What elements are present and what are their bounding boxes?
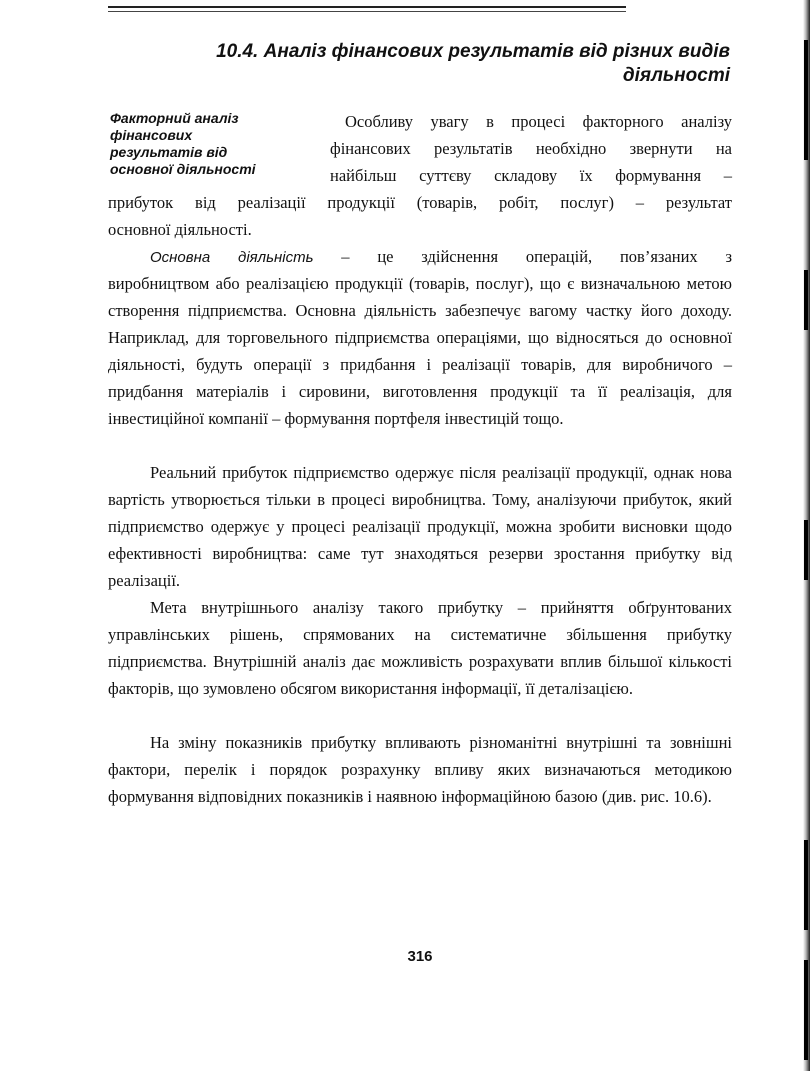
header-rule-thin [108, 11, 626, 12]
edge-mark [804, 520, 808, 580]
margin-note-line: Факторний аналіз [110, 110, 239, 126]
paragraph-1-line: фінансових результатів необхідно звернути на [330, 139, 732, 158]
edge-mark [804, 840, 808, 930]
paragraph-2: виробництвом або реалізацією продукції (товарів, послуг), що є визначальною метою створення підприємства. Основна діяльність забезпечує вагому частку його доходу. Наприклад, для торговельного підприємства операціями, що відносяться до основної діяльності, будуть операції з придбання і реалізації товарів, для виробничого – придбання матеріалів і сировини, виготовлення продукції та її реалізація, для інвестиційної компанії – формування портфеля інвестицій тощо. [108, 274, 732, 428]
margin-note-line: результатів від [110, 144, 228, 160]
page-number: 316 [407, 948, 433, 965]
paragraph-1-line: найбільш суттєву складову їх формування – [330, 166, 732, 185]
paragraph-1-line: Особливу увагу в процесі факторного аналізу [345, 112, 732, 131]
edge-mark [804, 40, 808, 160]
margin-note [110, 110, 315, 178]
paragraph-1-line: прибуток від реалізації продукції (товарів, робіт, послуг) – результат [108, 193, 732, 212]
paragraph-1-line: основної діяльності. [108, 220, 252, 239]
paragraph-5: На зміну показників прибутку впливають різноманітні внутрішні та зовнішні фактори, перелік і порядок розрахунку впливу яких визначаються методикою формування відповідних показників і наявною інформаційною базою (див. рис. 10.6). [108, 733, 732, 806]
section-heading [200, 40, 730, 88]
paragraph-3: Реальний прибуток підприємство одержує після реалізації продукції, однак нова вартість утворюється тільки в процесі виробництва. Тому, аналізуючи прибуток, який підприємство одержує у процесі реалізації продукції, можна зробити висновки щодо ефективності виробництва: саме тут знаходяться резерви зростання прибутку від реалізації. [108, 463, 732, 590]
term-main-activity: Основна діяльність [150, 249, 314, 266]
margin-note-line: основної діяльності [110, 161, 256, 177]
paragraph-2-first-line [150, 243, 732, 271]
edge-mark [804, 960, 808, 1060]
header-rule [108, 6, 626, 8]
paragraph-4: Мета внутрішнього аналізу такого прибутку – прийняття обґрунтованих управлінських рішень, спрямованих на систематичне збільшення прибутку підприємства. Внутрішній аналіз дає можливість розрахувати вплив більшої кількості факторів, що зумовлено обсягом використання інформації, її деталізацією. [108, 598, 732, 698]
paragraph-2-text: – це здійснення операцій, пов’язаних з [313, 247, 732, 266]
margin-note-line: фінансових [110, 127, 193, 143]
edge-mark [804, 270, 808, 330]
section-heading-line: 10.4. Аналіз фінансових результатів від різних видів [216, 41, 730, 62]
section-heading-line: діяльності [622, 65, 730, 86]
